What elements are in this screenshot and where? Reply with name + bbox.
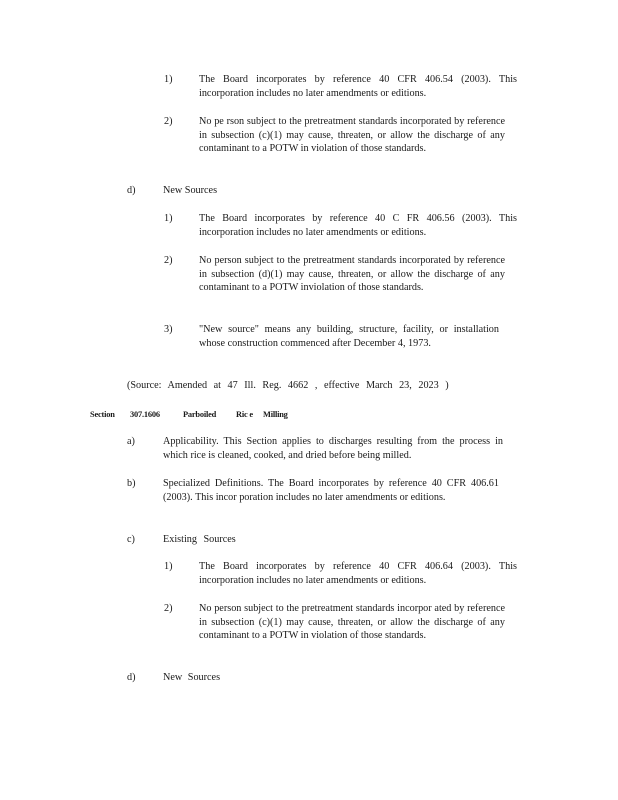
- subsection-marker: c): [127, 534, 135, 545]
- item-text: No person subject to the pretreatment standards incorporated by reference in subsection (d)(1) may cause, threaten, or allow the discharge of any contaminant to a POTW inviolation of those standards.: [199, 255, 505, 294]
- subsection-heading: New Sources: [163, 185, 218, 196]
- item-marker: 2): [164, 116, 173, 127]
- item-text: The Board incorporates by reference 40 CFR 406.54 (2003). This incorporation includes no later amendments or editions.: [199, 74, 517, 99]
- section-title-part: Ric e: [236, 410, 253, 419]
- section-label: Section: [90, 410, 115, 419]
- section-title-part: Milling: [263, 410, 288, 419]
- item-marker: 1): [164, 213, 173, 224]
- item-text: No person subject to the pretreatment standards incorpor ated by reference in subsection (c)(1) may cause, threaten, or allow the discharge of any contaminant to a POTW in violation of those standards.: [199, 603, 505, 642]
- subsection-marker: d): [127, 672, 136, 683]
- section-title-part: Parboiled: [183, 410, 217, 419]
- subsection-text: Specialized Definitions. The Board incorporates by reference 40 CFR 406.61 (2003). This incor poration includes no later amendments or editions.: [163, 478, 499, 503]
- item-text: "New source" means any building, structure, facility, or installation whose construction commenced after December 4, 1973.: [199, 324, 499, 349]
- item-text: The Board incorporates by reference 40 CFR 406.64 (2003). This incorporation includes no later amendments or editions.: [199, 561, 517, 586]
- subsection-marker: a): [127, 436, 135, 447]
- item-marker: 2): [164, 255, 173, 266]
- subsection-heading: New Sources: [163, 672, 221, 683]
- subsection-heading: Existing Sources: [163, 534, 236, 545]
- item-marker: 1): [164, 561, 173, 572]
- subsection-marker: d): [127, 185, 136, 196]
- item-marker: 2): [164, 603, 173, 614]
- item-marker: 3): [164, 324, 173, 335]
- subsection-marker: b): [127, 478, 136, 489]
- item-text: The Board incorporates by reference 40 C FR 406.56 (2003). This incorporation includes no later amendments or editions.: [199, 213, 517, 238]
- subsection-text: Applicability. This Section applies to discharges resulting from the process in which rice is cleaned, cooked, and dried before being milled.: [163, 436, 503, 461]
- source-note: (Source: Amended at 47 Ill. Reg. 4662 , effective March 23, 2023 ): [127, 380, 449, 391]
- item-marker: 1): [164, 74, 173, 85]
- item-text: No pe rson subject to the pretreatment standards incorporated by reference in subsection (c)(1) may cause, threaten, or allow the discharge of any contaminant to a POTW in violation of those standards.: [199, 116, 505, 155]
- section-number: 307.1606: [130, 410, 160, 419]
